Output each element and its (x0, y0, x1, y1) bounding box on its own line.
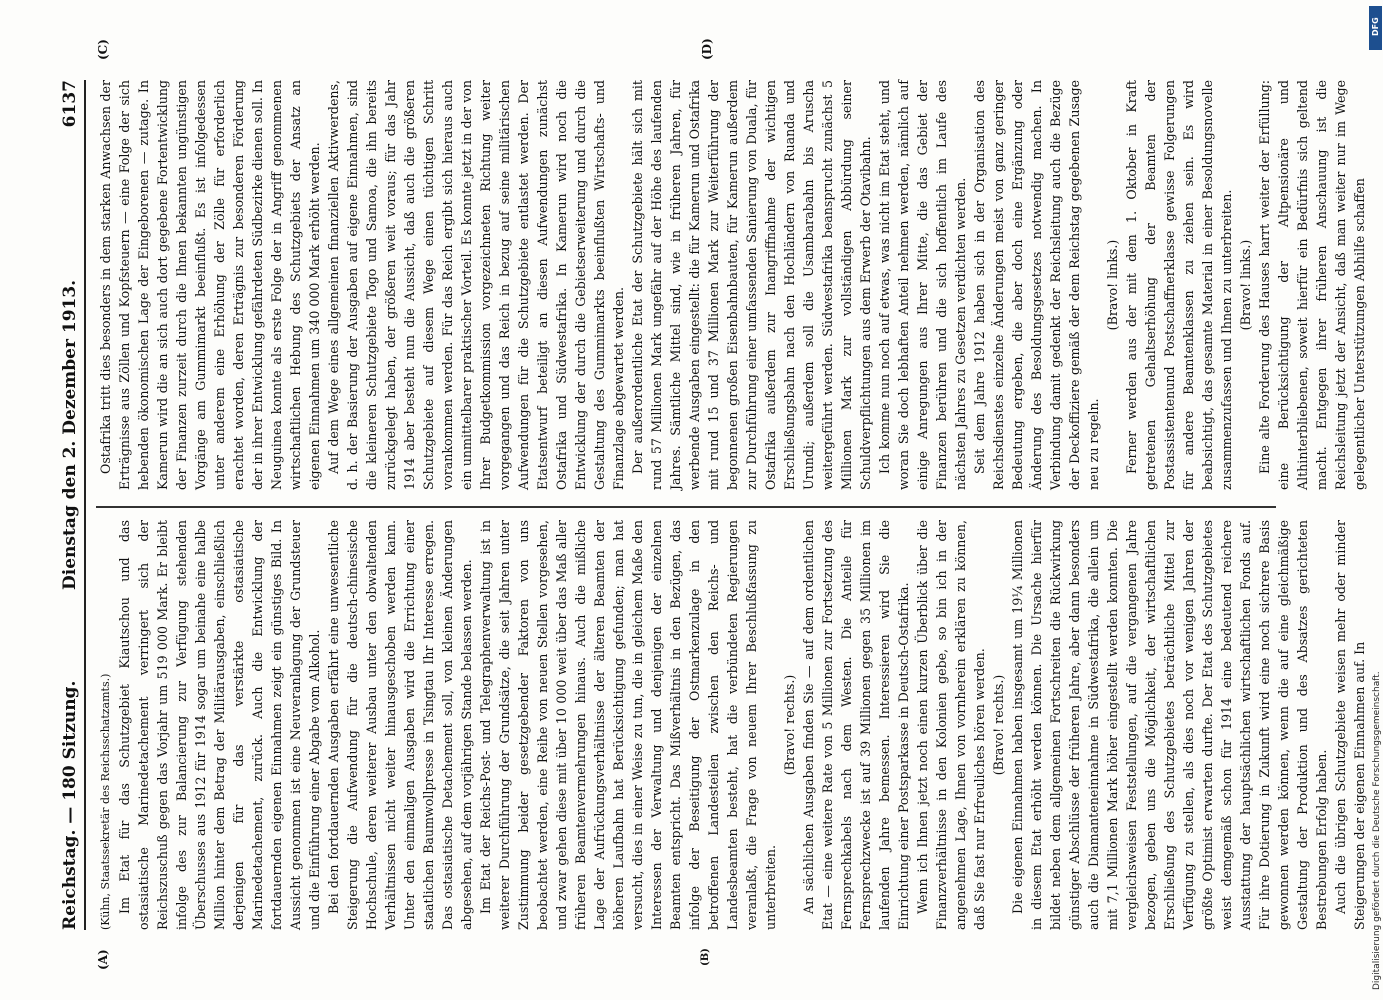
dfg-logo: DFG (1369, 6, 1382, 50)
paragraph: Im Etat der Reichs-Post- und Telegraphenverwaltung ist in weiterer Durchführung der Grundsätze, die seit Jahren unter Zustimmung beider gesetzgebender Faktoren von uns beobachtet werden, eine Reihe von neuen Stellen vorgesehen, und zwar gehen diese mit über 10 000 weit über das Maß aller früheren Beamtenvermehrungen hinaus. Auch die mißliche Lage der Aufrückungsverhältnisse der älteren Beamten der höheren Laufbahn hat Berücksichtigung gefunden; man hat versucht, dies in einer Weise zu tun, die in gleichem Maße den Interessen der Verwaltung und denjenigen der einzelnen Beamten entspricht. Das Mißverhältnis in den Bezügen, das infolge der Beseitigung der Ostmarkenzulage in den betroffenen Landesteilen zwischen den Reichs- und Landesbeamten besteht, hat die verbündeten Regierungen veranlaßt, die Frage von neuem Ihrer Beschlußfassung zu unterbreiten. (478, 520, 778, 930)
left-column (96, 520, 1367, 930)
applause-note: (Bravo! rechts.) (991, 674, 1006, 776)
digitization-credit (1372, 60, 1382, 990)
right-column (96, 80, 1367, 490)
page-number: 6137 (60, 80, 80, 128)
header-date: Dienstag den 2. Dezember 1913. (60, 279, 80, 590)
paragraph: Auf dem Wege eines allgemeinen finanziellen Aktivwerdens, d. h. der Basierung der Ausgaben auf eigene Einnahmen, sind die kleineren Schutzgebiete Togo und Samoa, die ihn bereits zurückgelegt haben, der größeren weit voraus; für das Jahr 1914 aber besteht nun die Aussicht, daß auch die größeren Schutzgebiete auf diesem Wege einen tüchtigen Schritt vorankommen werden. Für das Reich ergibt sich hieraus auch ein unmittelbarer praktischer Vorteil. Es konnte jetzt in der von Ihrer Budgetkommission vorgezeichneten Richtung weiter vorgegangen und das Reich in bezug auf seine militärischen Aufwendungen für die Schutzgebiete entlastet werden. Der Etatsentwurf beteiligt an diesen Aufwendungen zunächst Ostafrika und Südwestafrika. In Kamerun wird noch die Entwicklung der durch die Gebietserweiterung und durch die Gestaltung des Gummimarkts beeinflußten Wirtschafts- und Finanzlage abgewartet werden. (326, 80, 626, 490)
margin-mark-d: (D) (700, 38, 714, 60)
margin-mark-a: (A) (96, 949, 110, 970)
paragraph: Ferner werden aus der mit dem 1. Oktober in Kraft getretenen Gehaltserhöhung der Beamten der Postassistentenund Postschaffnerklasse gewisse Folgerungen für andere Beamtenklassen zu ziehen sein. Es wird beabsichtigt, das gesamte Material in einer Besoldungsnovelle zusammenzufassen und Ihnen zu unterbreiten. (1124, 80, 1234, 490)
header-left: Reichstag. — 180 Sitzung. (60, 680, 80, 930)
paragraph: Im Etat für das Schutzgebiet Kiautschou und das ostasiatische Marinedetachement verringert sich der Reichszuschuß gegen das Vorjahr um 519 000 Mark. Er bleibt infolge des zur Balancierung zur Verfügung stehenden Überschusses aus 1912 für 1914 sogar um beinahe eine halbe Million hinter dem Betrag der Militärausgaben, einschließlich derjenigen für das verstärkte ostasiatische Marinedetachement, zurück. Auch die Entwicklung der fortdauernden eigenen Einnahmen zeigt ein günstiges Bild. In Aussicht genommen ist eine Neuveranlagung der Grundsteuer und die Einführung einer Abgabe vom Alkohol. (117, 520, 322, 930)
paragraph: Die eigenen Einnahmen haben insgesamt um 19¼ Millionen in diesem Etat erhöht werden können. Die Ursache hierfür bildet neben dem allgemeinen Fortschreiten die Rückwirkung günstiger Abschlüsse der früheren Jahre, aber dann besonders auch die Diamanteneinnahme in Südwestafrika, die allein um mit 7,1 Millionen Mark höher eingestellt werden konnten. Die vergleichsweisen Feststellungen, auf die vergangenen Jahre bezogen, geben uns die Möglichkeit, der wirtschaftlichen Erschließung des Schutzgebietes beträchtliche Mittel zur Verfügung zu stellen, als dies noch vor wenigen Jahren der größte Optimist erwarten durfte. Der Etat des Schutzgebietes weist demgemäß schon für 1914 eine bedeutend reichere Ausstattung der hauptsächlichen wirtschaftlichen Fonds auf. Für ihre Dotierung in Zukunft wird eine noch sichrere Basis gewonnen werden können, wenn die auf eine gleichmäßige Gestaltung der Produktion und des Absatzes gerichteten Bestrebungen Erfolg haben. (1010, 520, 1329, 930)
paragraph: Auch die übrigen Schutzgebiete weisen mehr oder minder Steigerungen der eigenen Einnahmen auf. In (1333, 520, 1367, 930)
speaker-note: (Kühn, Staatssekretär des Reichsschatzamts.) (99, 673, 112, 930)
paragraph: Ostafrika tritt dies besonders in dem starken Anwachsen der Erträgnisse aus Zöllen und Kopfsteuern — eine Folge der sich hebenden ökonomischen Lage der Eingeborenen — zutage. In Kamerun wird die an sich auch dort gegebene Fortentwicklung der Finanzen zurzeit durch die Ihnen bekannten ungünstigen Vorgänge am Gummimarkt beeinflußt. Es ist infolgedessen unter anderem eine Erhöhung der Zölle für erforderlich erachtet worden, deren Erträgnis zur besonderen Förderung der in ihrer Entwicklung gefährdeten Südbezirke dienen soll. In Neuguinea konnte als erste Folge der in Angriff genommenen wirtschaftlichen Hebung des Schutzgebiets der Ansatz an eigenen Einnahmen um 340 000 Mark erhöht werden. (98, 80, 322, 490)
paragraph: An sächlichen Ausgaben finden Sie — auf dem ordentlichen Etat — eine weitere Rate von 5 Millionen zur Fortsetzung des Fernsprechkabels nach dem Westen. Die Anteile für Fernsprechzwecke ist auf 39 Millionen gegen 35 Millionen im laufenden Jahre bemessen. Interessieren wird Sie die Einrichtung einer Postsparkasse in Deutsch-Ostafrika. (801, 520, 911, 930)
margin-mark-c: (C) (96, 39, 110, 60)
running-head (58, 80, 86, 930)
paragraph: Ich komme nun noch auf etwas, was nicht im Etat steht, und woran Sie doch lebhaften Anteil nehmen werden, nämlich auf einige Anregungen aus Ihrer Mitte, die das Gebiet der Finanzen berühren und die sich hoffentlich im Laufe des nächsten Jahres zu Gesetzen verdichten werden. (877, 80, 968, 490)
applause-note: (Bravo! links.) (1238, 239, 1253, 331)
paragraph: Der außerordentliche Etat der Schutzgebiete hält sich mit rund 57 Millionen Mark ungefähr auf der Höhe des laufenden Jahres. Sämtliche Mittel sind, wie in früheren Jahren, für werbende Ausgaben eingestellt: die für Kamerun und Ostafrika mit rund 15 und 37 Millionen Mark zur Weiterführung der begonnenen großen Eisenbahnbauten, für Kamerun außerdem zur Durchführung einer umfassenden Sanierung von Duala, für Ostafrika außerdem zur Inangriffnahme der wichtigen Erschließungsbahn nach den Hochländern von Ruanda und Urundi; außerdem soll die Usambarabahn bis Aruscha weitergeführt werden. Südwestafrika beansprucht zunächst 5 Millionen Mark zur vollständigen Abbürdung seiner Schuldverpflichtungen aus dem Erwerb der Otavibahn. (630, 80, 873, 490)
column-divider (96, 506, 1276, 508)
paragraph: Bei den fortdauernden Ausgaben erfährt eine unwesentliche Steigerung die Aufwendung für die deutsch-chinesische Hochschule, deren weiterer Ausbau unter den obwaltenden Verhältnissen nicht weiter hinausgeschoben werden kann. Unter den einmaligen Ausgaben wird die Errichtung einer staatlichen Baumwollpresse in Tsingtau Ihr Interesse erregen. Das ostasiatische Detachement soll, von kleinen Änderungen abgesehen, auf dem vorjährigen Stande belassen werden. (326, 520, 474, 930)
applause-note: (Bravo! links.) (1105, 239, 1120, 331)
applause-note: (Bravo! rechts.) (782, 674, 797, 776)
paragraph: Wenn ich Ihnen jetzt noch einen kurzen Überblick über die Finanzverhältnisse in den Kolonien gebe, so bin ich in der angenehmen Lage, Ihnen von vornherein erklären zu können, daß Sie fast nur Erfreuliches hören werden. (915, 520, 987, 930)
margin-mark-b: (B) (700, 948, 711, 966)
credit-text: Digitalisierung gefördert durch die Deutsche Forschungsgemeinschaft. (1372, 671, 1382, 990)
paragraph: Eine alte Forderung des Hauses harrt weiter der Erfüllung: eine Berücksichtigung der Altpensionäre und Althinterbliebenen, soweit hierfür ein Bedürfnis sich geltend macht. Entgegen ihrer früheren Anschauung ist die Reichsleitung jetzt der Ansicht, daß man weiter nur im Wege gelegentlicher Unterstützungen Abhilfe schaffen (1257, 80, 1367, 490)
paragraph: Seit dem Jahre 1912 haben sich in der Organisation des Reichsdienstes einzelne Änderungen meist von ganz geringer Bedeutung ergeben, die aber doch eine Ergänzung oder Änderung des Besoldungsgesetzes notwendig machen. In Verbindung damit gedenkt der Reichsleitung auch die Bezüge der Deckoffiziere gemäß der dem Reichstag gegebenen Zusage neu zu regeln. (972, 80, 1101, 490)
